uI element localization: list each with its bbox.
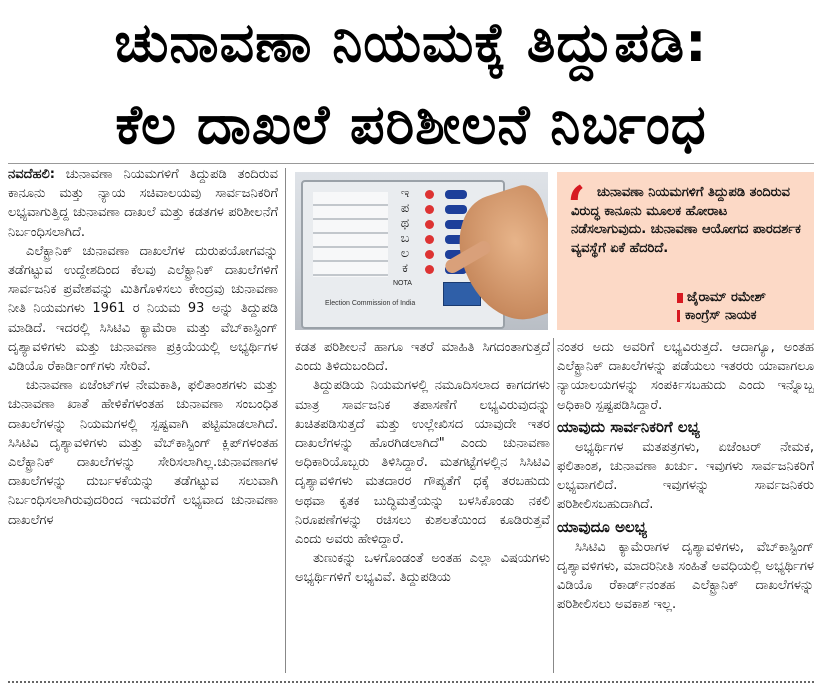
evm-button bbox=[445, 205, 467, 214]
quote-author-role bbox=[677, 307, 757, 325]
article-column-2 bbox=[295, 338, 550, 675]
evm-lamp bbox=[425, 265, 434, 274]
evm-commission-label: Election Commission of India bbox=[325, 300, 416, 307]
evm-button bbox=[445, 190, 467, 199]
red-bullet-icon bbox=[677, 293, 683, 303]
paragraph: ಕಡತ ಪರಿಶೀಲನೆ ಹಾಗೂ ಇತರೆ ಮಾಹಿತಿ ಸಿಗದಂತಾಗುತ್ತದೆ ಎಂದು ತಿಳಿದುಬಂದಿದೆ. bbox=[295, 340, 550, 375]
dateline: ನವದೆಹಲಿ: bbox=[8, 167, 55, 182]
evm-lamp bbox=[425, 235, 434, 244]
article-column-1 bbox=[8, 165, 278, 675]
evm-lamp bbox=[425, 220, 434, 229]
evm-lamp bbox=[425, 250, 434, 259]
paragraph: ಅಭ್ಯರ್ಥಿಗಳ ಮತಪತ್ರಗಳು, ಏಜೆಂಟರ್ ನೇಮಕ, ಫಲಿತಾಂಶ, ಚುನಾವಣಾ ಖರ್ಚು. ಇವುಗಳು ಸಾರ್ವಜನಿಕರಿಗೆ ಲಭ್ಯವಾಗಲಿದೆ. ಇವುಗಳನ್ನು ಸಾರ್ವಜನಿಕರು ಪರಿಶೀಲಿಸಬಹುದಾಗಿದೆ. bbox=[557, 439, 814, 513]
evm-lamp bbox=[425, 205, 434, 214]
quote-text: ಚುನಾವಣಾ ನಿಯಮಗಳಿಗೆ ತಿದ್ದುಪಡಿ ತಂದಿರುವ ವಿರುದ್ಧ ಕಾನೂನು ಮೂಲಕ ಹೋರಾಟ ನಡೆಸಲಾಗುವುದು. ಚುನಾವಣಾ ಆಯೋಗದ ಪಾರದರ್ಶಕ ವ್ಯವಸ್ಥೆಗೆ ಏಕೆ ಹೆದರಿದೆ. bbox=[571, 185, 801, 256]
quote-author-name: ಜೈರಾಮ್ ರಮೇಶ್ bbox=[687, 290, 766, 305]
red-bar-icon bbox=[677, 310, 680, 322]
evm-symbol: ಪ bbox=[400, 201, 410, 216]
paragraph: ಎಲೆಕ್ಟ್ರಾನಿಕ್ ಚುನಾವಣಾ ದಾಖಲೆಗಳ ದುರುಪಯೋಗವನ್ನು ತಡೆಗಟ್ಟುವ ಉದ್ದೇಶದಿಂದ ಕೆಲವು ಎಲೆಕ್ಟ್ರಾನಿಕ್ ದಾಖಲೆಗಳಿಗೆ ಸಾರ್ವಜನಿಕ ಪ್ರವೇಶವನ್ನು ಮಿತಿಗೊಳಿಸಲು ಕೇಂದ್ರವು ಚುನಾವಣಾ ನೀತಿ ನಿಯಮಗಳು 1961 ರ ನಿಯಮ 93 ಅನ್ನು ತಿದ್ದುಪಡಿ ಮಾಡಿದೆ. ಇದರಲ್ಲಿ ಸಿಸಿಟಿವಿ ಕ್ಯಾಮೆರಾ ಮತ್ತು ವೆಬ್‌ಕಾಸ್ಟಿಂಗ್ ದೃಶ್ಯಾವಳಿಗಳು ಮತ್ತು ಚುನಾವಣಾ ಪ್ರಕ್ರಿಯೆಯಲ್ಲಿ ಅಭ್ಯರ್ಥಿಗಳ ವಿಡಿಯೊ ರೆಕಾರ್ಡಿಂಗ್‌ಗಳು ಸೇರಿವೆ. bbox=[8, 243, 278, 375]
headline-line-2: ಕೆಲ ದಾಖಲೆ ಪರಿಶೀಲನೆ ನಿರ್ಬಂಧ bbox=[115, 93, 707, 156]
evm-photo bbox=[295, 172, 548, 330]
evm-symbol: ಬ bbox=[400, 231, 410, 246]
evm-symbol-column bbox=[395, 186, 415, 276]
evm-symbol: ಇ bbox=[400, 186, 410, 201]
paragraph: ಚುನಾವಣಾ ಏಜೆಂಟ್‌ಗಳ ನೇಮಕಾತಿ, ಫಲಿತಾಂಶಗಳು ಮತ್ತು ಚುನಾವಣಾ ಖಾತೆ ಹೇಳಿಕೆಗಳಂತಹ ಚುನಾವಣಾ ಸಂಬಂಧಿತ ದಾಖಲೆಗಳನ್ನು ನಿಯಮಗಳಲ್ಲಿ ಸ್ಪಷ್ಟವಾಗಿ ಪಟ್ಟಿಮಾಡಲಾಗಿದೆ. ಸಿಸಿಟಿವಿ ದೃಶ್ಯಾವಳಿಗಳು ಮತ್ತು ವೆಬ್‌ಕಾಸ್ಟಿಂಗ್ ಕ್ಲಿಪ್‌ಗಳಂತಹ ಎಲೆಕ್ಟ್ರಾನಿಕ್ ದಾಖಲೆಗಳನ್ನು ಸೇರಿಸಲಾಗಿಲ್ಲ.ಚುನಾವಣಾಗಳ ದಾಖಲೆಗಳನ್ನು ದುರ್ಬಳಕೆಯನ್ನು ತಡೆಗಟ್ಟುವ ಸಲುವಾಗಿ ನಿರ್ಬಂಧಿಸಲಾಗಿರುವುದರಿಂದ ಇದುವರೆಗೆ ಲಭ್ಯವಾದ ಚುನಾವಣಾ ದಾಖಲೆಗಳ bbox=[8, 378, 278, 528]
quote-box bbox=[557, 172, 814, 330]
quote-author-title: ಕಾಂಗ್ರೆಸ್ ನಾಯಕ bbox=[685, 308, 757, 323]
paragraph: ಸಿಸಿಟಿವಿ ಕ್ಯಾಮೆರಾಗಳ ದೃಶ್ಯಾವಳಿಗಳು, ವೆಬ್‌ಕಾಸ್ಟಿಂಗ್ ದೃಶ್ಯಾವಳಿಗಳು, ಮಾದರಿನೀತಿ ಸಂಹಿತೆ ಅವಧಿಯಲ್ಲಿ ಅಭ್ಯರ್ಥಿಗಳ ವಿಡಿಯೊ ರೆಕಾರ್ಡ್‌ನಂತಹ ಎಲೆಕ್ಟ್ರಾನಿಕ್ ದಾಖಲೆಗಳನ್ನು ಪರಿಶೀಲಿಸಲು ಅವಕಾಶ ಇಲ್ಲ. bbox=[557, 539, 814, 613]
quote-mark-icon: ‘ bbox=[567, 174, 586, 238]
column-divider bbox=[285, 168, 286, 673]
evm-nota-label: NOTA bbox=[393, 280, 412, 287]
column-divider bbox=[553, 338, 554, 673]
paragraph: ತುಣುಕನ್ನು ಒಳಗೊಂಡಂತೆ ಅಂತಹ ಎಲ್ಲಾ ವಿಷಯಗಳು ಅಭ್ಯರ್ಥಿಗಳಿಗೆ ಲಭ್ಯವಿವೆ. ತಿದ್ದುಪಡಿಯ bbox=[295, 551, 550, 586]
subheading: ಯಾವುದೂ ಅಲಭ್ಯ bbox=[557, 517, 647, 536]
paragraph-text: ಚುನಾವಣಾ ನಿಯಮಗಳಿಗೆ ತಿದ್ದುಪಡಿ ತಂದಿರುವ ಕಾನೂನು ಮತ್ತು ನ್ಯಾಯ ಸಚಿವಾಲಯವು ಸಾರ್ವಜನಿಕರಿಗೆ ಲಭ್ಯವಾಗುತ್ತಿದ್ದ ಚುನಾವಣಾ ದಾಖಲೆ ಮತ್ತು ಕಡತಗಳ ಪರಿಶೀಲನೆಗೆ ನಿರ್ಬಂಧಿಸಲಾಗಿದೆ. bbox=[8, 167, 278, 240]
evm-symbol: ಲ bbox=[400, 246, 410, 261]
bottom-rule bbox=[8, 681, 814, 683]
paragraph bbox=[8, 165, 278, 242]
evm-symbol: ಥ bbox=[400, 216, 410, 231]
subheading: ಯಾವುದು ಸಾರ್ವನಿಕರಿಗೆ ಲಭ್ಯ bbox=[557, 417, 700, 436]
evm-symbol: ಕ bbox=[402, 261, 408, 276]
evm-lamp bbox=[425, 190, 434, 199]
evm-candidate-list bbox=[313, 192, 388, 277]
top-rule bbox=[8, 163, 814, 164]
paragraph: ನಂತರ ಅದು ಅವರಿಗೆ ಲಭ್ಯವಿರುತ್ತದೆ. ಆದಾಗ್ಯೂ, ಅಂತಹ ಎಲೆಕ್ಟ್ರಾನಿಕ್ ದಾಖಲೆಗಳನ್ನು ಪಡೆಯಲು ಇತರರು ಯಾವಾಗಲೂ ನ್ಯಾಯಾಲಯಗಳನ್ನು ಸಂಪರ್ಕಿಸಬಹುದು ಎಂದು ಇನ್ನೊಬ್ಬ ಅಧಿಕಾರಿ ಸ್ಪಷ್ಟಪಡಿಸಿದ್ದಾರೆ. bbox=[557, 340, 814, 413]
quote-author bbox=[677, 289, 766, 307]
paragraph: ತಿದ್ದುಪಡಿಯ ನಿಯಮಗಳಲ್ಲಿ ನಮೂದಿಸಲಾದ ಕಾಗದಗಳು ಮಾತ್ರ ಸಾರ್ವಜನಿಕ ತಪಾಸಣೆಗೆ ಲಭ್ಯವಿರುವುದನ್ನು ಖಚಿತಪಡಿಸುತ್ತದೆ ಮತ್ತು ಉಲ್ಲೇಖಿಸದ ಯಾವುದೇ ಇತರ ದಾಖಲೆಗಳನ್ನು ಹೊರಗಿಡಲಾಗಿದೆ" ಎಂದು ಚುನಾವಣಾ ಅಧಿಕಾರಿಯೊಬ್ಬರು ತಿಳಿಸಿದ್ದಾರೆ. ಮತಗಟ್ಟೆಗಳಲ್ಲಿನ ಸಿಸಿಟಿವಿ ದೃಶ್ಯಾವಳಿಗಳು ಮತದಾರರ ಗೌಪ್ಯತೆಗೆ ಧಕ್ಕೆ ತರಬಹುದು ಅಥವಾ ಕೃತಕ ಬುದ್ಧಿಮತ್ತೆಯನ್ನು ಬಳಸಿಕೊಂಡು ನಕಲಿ ನಿರೂಪಣೆಗಳನ್ನು ರಚಿಸಲು ಕುಶಲತೆಯಿಂದ ಕೂಡಿರುತ್ತವೆ ಎಂದು ಅವರು ಹೇಳಿದ್ದಾರೆ. bbox=[295, 378, 550, 548]
headline-line-1: ಚುನಾವಣಾ ನಿಯಮಕ್ಕೆ ತಿದ್ದುಪಡಿ: bbox=[114, 11, 708, 74]
article-column-3 bbox=[557, 338, 814, 675]
